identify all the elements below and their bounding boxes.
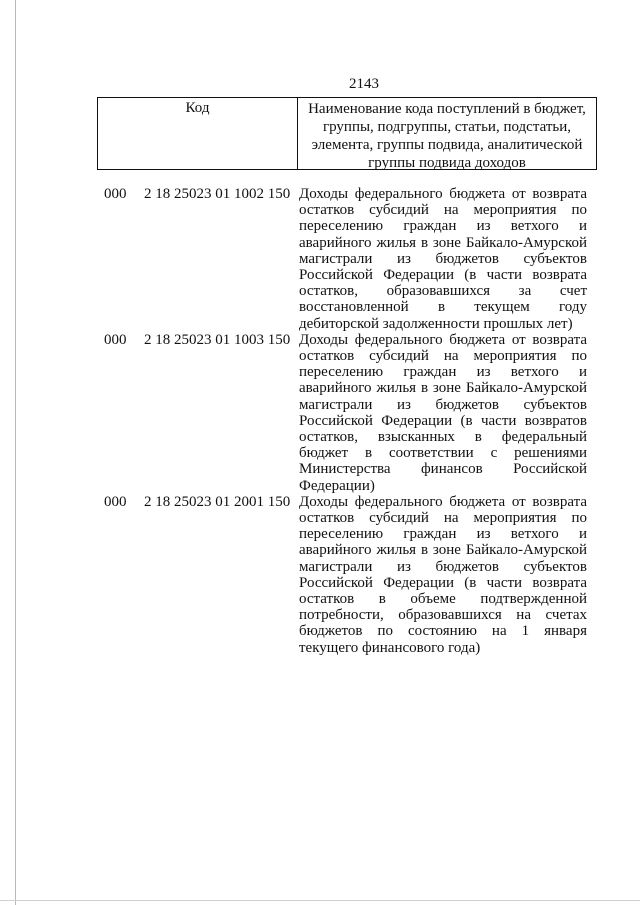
table-row [0, 186, 640, 332]
admin-code: 000 [104, 186, 127, 202]
code-description: Доходы федерального бюджета от возврата остатков субсидий на мероприятия по переселению граждан из ветхого и аварийного жилья в зоне Байкало-Амурской магистрали из бюджетов субъектов Российской Федерации (в части возвратов остатков, взысканных в федеральный бюджет в соответствии с решениями Министерства финансов Российской Федерации) [299, 331, 587, 494]
income-code-list [0, 186, 640, 656]
code-description: Доходы федерального бюджета от возврата остатков субсидий на мероприятия по переселению граждан из ветхого и аварийного жилья в зоне Байкало-Амурской магистрали из бюджетов субъектов Российской Федерации (в части возврата остатков в объеме подтвержденной потребности, образовавшихся на счетах бюджетов по состоянию на 1 января текущего финансового года) [299, 493, 587, 656]
header-code-cell: Код [98, 98, 298, 169]
budget-code: 2 18 25023 01 2001 150 [144, 493, 291, 510]
table-row [0, 332, 640, 494]
admin-code: 000 [104, 331, 127, 348]
table-row [0, 494, 640, 656]
table-header [97, 97, 597, 170]
header-name-cell: Наименование кода поступлений в бюджет, группы, подгруппы, статьи, подстатьи, элемента, группы подвида, аналитической группы подвида доходов [308, 101, 586, 171]
page-bottom-line [0, 900, 640, 901]
page-number: 2143 [349, 76, 379, 92]
budget-code: 2 18 25023 01 1002 150 [144, 186, 291, 202]
code-description: Доходы федерального бюджета от возврата остатков субсидий на мероприятия по переселению граждан из ветхого и аварийного жилья в зоне Байкало-Амурской магистрали из бюджетов субъектов Российской Федерации (в части возврата остатков, образовавшихся за счет восстановленной в текущем году дебиторской задолженности прошлых лет) [299, 186, 587, 332]
budget-code: 2 18 25023 01 1003 150 [144, 331, 291, 348]
admin-code: 000 [104, 493, 127, 510]
